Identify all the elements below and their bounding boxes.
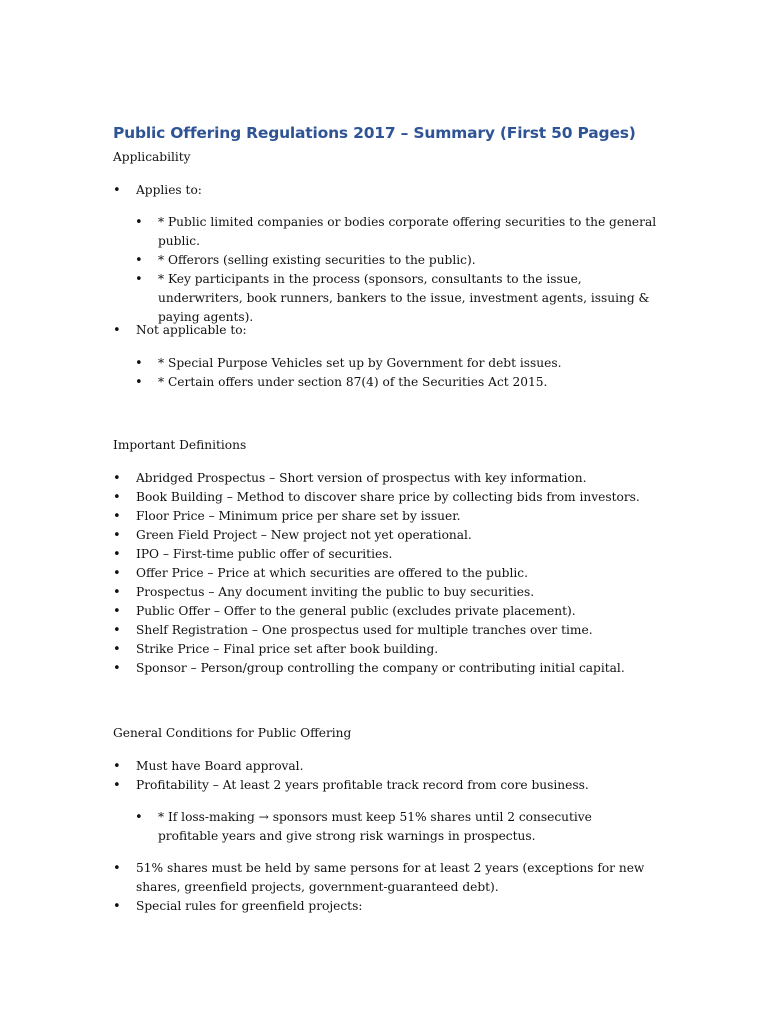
list-item: • 51% shares must be held by same persons for at least 2 years (exceptions for new shares, greenfield projects, government-guaranteed debt). [136,859,656,897]
list-item: • Applies to: [136,181,696,200]
not-applicable-sublist [158,354,658,392]
applies-to-sublist [158,213,658,327]
list-item: • IPO – First-time public offer of securities. [136,545,696,564]
general-conditions-list-continued [136,859,656,916]
list-item: • Profitability – At least 2 years profitable track record from core business. [136,776,696,795]
list-item: • Strike Price – Final price set after book building. [136,640,696,659]
list-item: • Special rules for greenfield projects: [136,897,656,916]
list-item: • Shelf Registration – One prospectus used for multiple tranches over time. [136,621,696,640]
list-item: • * Key participants in the process (sponsors, consultants to the issue, underwriters, book runners, bankers to the issue, investment agents, issuing & paying agents). [158,270,658,327]
list-item: • * Public limited companies or bodies corporate offering securities to the general public. [158,213,658,251]
list-item: • Floor Price – Minimum price per share set by issuer. [136,507,696,526]
section-heading-definitions: Important Definitions [113,438,247,452]
not-applicable-list [136,321,696,340]
applies-to-list [136,181,696,200]
list-item: • * If loss-making → sponsors must keep 51% shares until 2 consecutive profitable years and give strong risk warnings in prospectus. [158,808,648,846]
section-heading-applicability: Applicability [113,150,191,164]
list-item: • Abridged Prospectus – Short version of prospectus with key information. [136,469,696,488]
list-item: • * Offerors (selling existing securities to the public). [158,251,658,270]
list-item: • * Certain offers under section 87(4) of the Securities Act 2015. [158,373,658,392]
general-conditions-sublist [158,808,648,846]
list-item: • Public Offer – Offer to the general public (excludes private placement). [136,602,696,621]
list-item: • * Special Purpose Vehicles set up by Government for debt issues. [158,354,658,373]
definitions-list [136,469,696,678]
list-item: • Green Field Project – New project not yet operational. [136,526,696,545]
list-item: • Offer Price – Price at which securities are offered to the public. [136,564,696,583]
list-item: • Sponsor – Person/group controlling the company or contributing initial capital. [136,659,696,678]
general-conditions-list [136,757,696,795]
list-item: • Prospectus – Any document inviting the public to buy securities. [136,583,696,602]
section-heading-general-conditions: General Conditions for Public Offering [113,726,352,740]
list-item: • Must have Board approval. [136,757,696,776]
list-item: • Book Building – Method to discover share price by collecting bids from investors. [136,488,696,507]
document-title: Public Offering Regulations 2017 – Summary (First 50 Pages) [113,124,636,142]
list-item: • Not applicable to: [136,321,696,340]
